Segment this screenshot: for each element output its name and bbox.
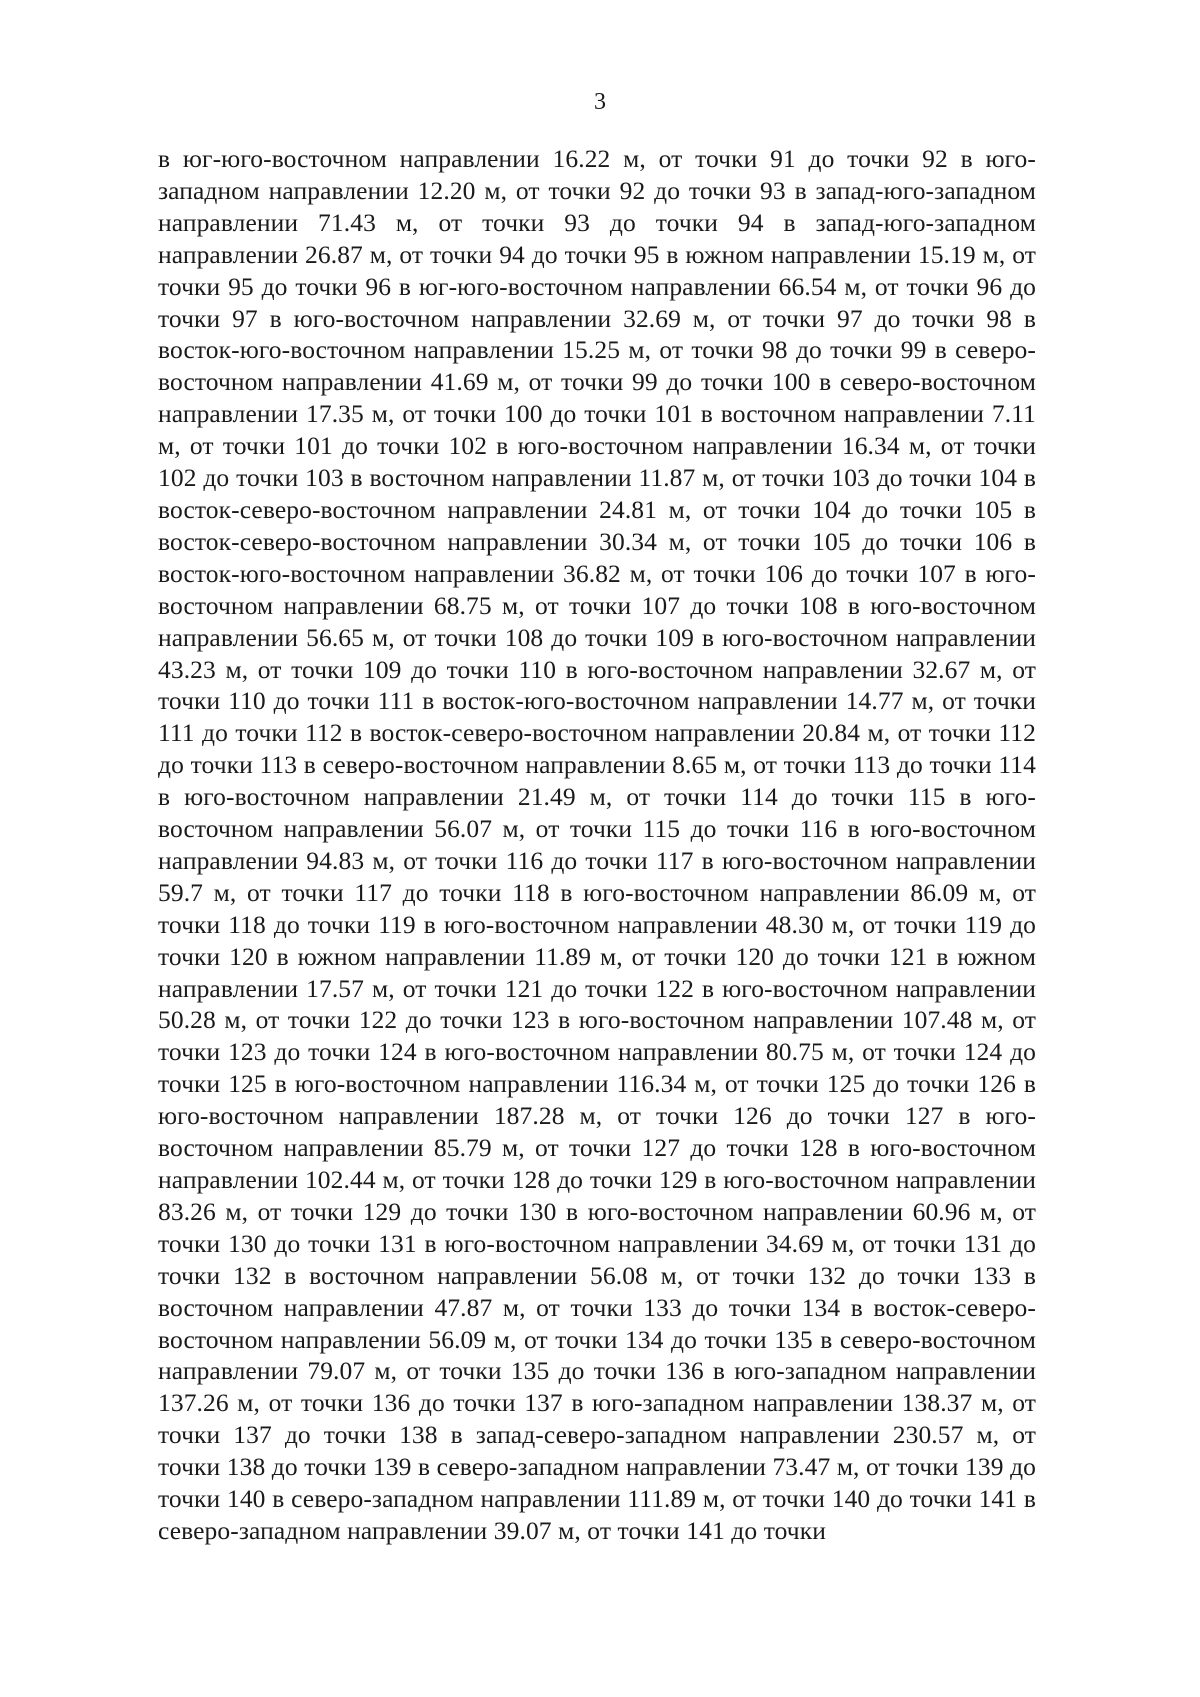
body-paragraph: в юг-юго-восточном направлении 16.22 м, от точки 91 до точки 92 в юго-западном направлении 12.20 м, от точки 92 до точки 93 в запад-юго-западном направлении 71.43 м, от точки 93 до точки 94 в запад-юго-западном направлении 26.87 м, от точки 94 до точки 95 в южном направлении 15.19 м, от точки 95 до точки 96 в юг-юго-восточном направлении 66.54 м, от точки 96 до точки 97 в юго-восточном направлении 32.69 м, от точки 97 до точки 98 в восток-юго-восточном направлении 15.25 м, от точки 98 до точки 99 в северо-восточном направлении 41.69 м, от точки 99 до точки 100 в северо-восточном направлении 17.35 м, от точки 100 до точки 101 в восточном направлении 7.11 м, от точки 101 до точки 102 в юго-восточном направлении 16.34 м, от точки 102 до точки 103 в восточном направлении 11.87 м, от точки 103 до точки 104 в восток-северо-восточном направлении 24.81 м, от точки 104 до точки 105 в восток-северо-восточном направлении 30.34 м, от точки 105 до точки 106 в восток-юго-восточном направлении 36.82 м, от точки 106 до точки 107 в юго-восточном направлении 68.75 м, от точки 107 до точки 108 в юго-восточном направлении 56.65 м, от точки 108 до точки 109 в юго-восточном направлении 43.23 м, от точки 109 до точки 110 в юго-восточном направлении 32.67 м, от точки 110 до точки 111 в восток-юго-восточном направлении 14.77 м, от точки 111 до точки 112 в восток-северо-восточном направлении 20.84 м, от точки 112 до точки 113 в северо-восточном направлении 8.65 м, от точки 113 до точки 114 в юго-восточном направлении 21.49 м, от точки 114 до точки 115 в юго-восточном направлении 56.07 м, от точки 115 до точки 116 в юго-восточном направлении 94.83 м, от точки 116 до точки 117 в юго-восточном направлении 59.7 м, от точки 117 до точки 118 в юго-восточном направлении 86.09 м, от точки 118 до точки 119 в юго-восточном направлении 48.30 м, от точки 119 до точки 120 в южном направлении 11.89 м, от точки 120 до точки 121 в южном направлении 17.57 м, от точки 121 до точки 122 в юго-восточном направлении 50.28 м, от точки 122 до точки 123 в юго-восточном направлении 107.48 м, от точки 123 до точки 124 в юго-восточном направлении 80.75 м, от точки 124 до точки 125 в юго-восточном направлении 116.34 м, от точки 125 до точки 126 в юго-восточном направлении 187.28 м, от точки 126 до точки 127 в юго-восточном направлении 85.79 м, от точки 127 до точки 128 в юго-восточном направлении 102.44 м, от точки 128 до точки 129 в юго-восточном направлении 83.26 м, от точки 129 до точки 130 в юго-восточном направлении 60.96 м, от точки 130 до точки 131 в юго-восточном направлении 34.69 м, от точки 131 до точки 132 в восточном направлении 56.08 м, от точки 132 до точки 133 в восточном направлении 47.87 м, от точки 133 до точки 134 в восток-северо-восточном направлении 56.09 м, от точки 134 до точки 135 в северо-восточном направлении 79.07 м, от точки 135 до точки 136 в юго-западном направлении 137.26 м, от точки 136 до точки 137 в юго-западном направлении 138.37 м, от точки 137 до точки 138 в запад-северо-западном направлении 230.57 м, от точки 138 до точки 139 в северо-западном направлении 73.47 м, от точки 139 до точки 140 в северо-западном направлении 111.89 м, от точки 140 до точки 141 в северо-западном направлении 39.07 м, от точки 141 до точки bbox=[158, 144, 1036, 1545]
page-number: 3 bbox=[594, 89, 606, 115]
